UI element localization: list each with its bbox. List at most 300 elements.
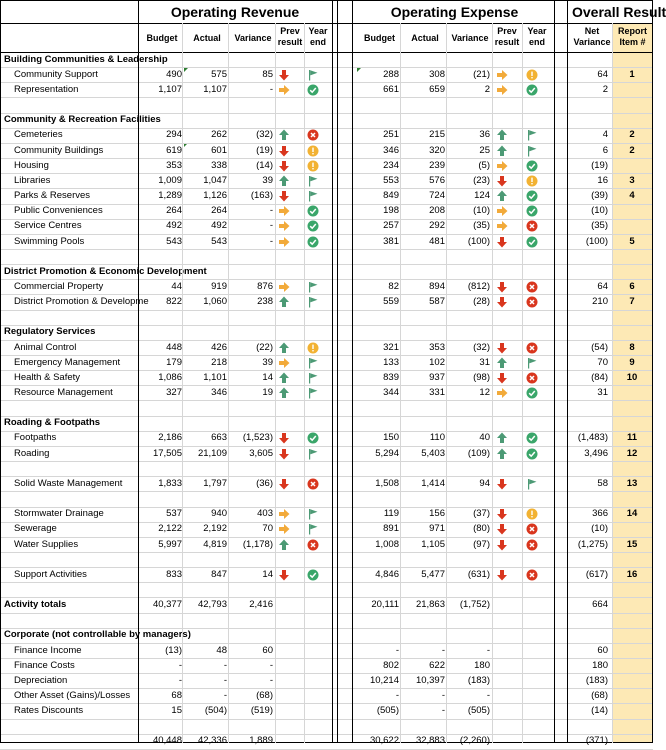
expense-variance-cell: (37) [473, 508, 490, 520]
revenue-actual-cell: 2,192 [203, 523, 227, 535]
expense-actual-cell: - [441, 705, 445, 717]
revenue-budget-cell: 15 [171, 705, 182, 717]
arrow-down-icon [496, 523, 508, 535]
expense-variance-cell: (80) [473, 523, 490, 535]
expense-actual-cell: - [441, 644, 445, 656]
revenue-actual-cell: 492 [211, 220, 227, 232]
grid-line [0, 219, 653, 220]
grid-line [0, 567, 653, 568]
expense-variance-cell: (35) [473, 220, 490, 232]
grid-line [0, 400, 653, 401]
revenue-variance-cell: 1,889 [249, 735, 273, 747]
row-label: Footpaths [14, 432, 57, 444]
grid-line [182, 23, 183, 743]
expense-variance-cell: (505) [467, 705, 490, 717]
grid-line [0, 613, 653, 614]
report-item-cell: 2 [629, 144, 635, 156]
flag-icon [526, 145, 538, 157]
row-label: Emergency Management [14, 356, 121, 368]
row-label: District Promotion & Developme [14, 296, 149, 308]
arrow-up-icon [496, 448, 508, 460]
expense-variance-cell: (23) [473, 174, 490, 186]
arrow-right-icon [278, 220, 290, 232]
revenue-variance-cell: 876 [257, 280, 273, 292]
report-item-cell: 9 [629, 356, 635, 368]
net-variance-cell: (19) [591, 159, 608, 171]
expense-budget-cell: 346 [383, 144, 399, 156]
expense-actual-cell: 110 [429, 432, 445, 444]
exp-prev-col-header: Prev result [494, 26, 520, 47]
revenue-budget-cell: 1,107 [158, 84, 182, 95]
expense-variance-cell: (97) [473, 538, 490, 550]
row-label: Activity totals [4, 599, 67, 611]
revenue-budget-cell: - [178, 659, 182, 671]
grid-line [0, 52, 653, 53]
grid-line [0, 264, 653, 265]
report-item-cell: 13 [626, 477, 638, 489]
expense-variance-cell: 124 [474, 190, 490, 202]
expense-variance-cell: (28) [473, 296, 490, 308]
expense-budget-cell: 5,294 [375, 447, 399, 459]
revenue-variance-cell: 39 [262, 174, 273, 186]
flag-icon [307, 387, 319, 399]
revenue-actual-cell: 1,060 [203, 296, 227, 308]
expense-actual-cell: 215 [429, 129, 445, 141]
arrow-up-icon [278, 129, 290, 141]
arrow-right-icon [496, 220, 508, 232]
arrow-down-icon [496, 175, 508, 187]
rev-prev-col-header: Prev result [277, 26, 303, 47]
cross-circle-icon [526, 296, 538, 308]
grid-line [0, 719, 653, 720]
row-label: Finance Costs [14, 659, 75, 671]
grid-line [275, 23, 276, 743]
arrow-down-icon [496, 236, 508, 248]
expense-variance-cell: (21) [473, 68, 490, 80]
grid-line [0, 552, 653, 553]
arrow-right-icon [496, 387, 508, 399]
net-variance-cell: (14) [591, 705, 608, 717]
revenue-actual-cell: 262 [211, 129, 227, 141]
revenue-budget-cell: 822 [166, 296, 182, 308]
cell-marker-icon [184, 68, 188, 72]
check-circle-icon [526, 160, 538, 172]
revenue-budget-cell: 264 [166, 205, 182, 217]
revenue-actual-cell: 575 [211, 68, 227, 80]
revenue-actual-cell: 346 [211, 387, 227, 398]
revenue-actual-cell: 1,101 [203, 371, 227, 383]
section-heading: Roading & Footpaths [4, 417, 101, 429]
arrow-up-icon [496, 129, 508, 141]
exp-actual-col-header: Actual [411, 33, 439, 43]
expense-variance-cell: - [486, 690, 490, 701]
expense-variance-cell: (5) [478, 159, 490, 171]
section-heading: Building Communities & Leadership [4, 53, 168, 65]
arrow-up-icon [278, 175, 290, 187]
row-label: Public Conveniences [14, 205, 103, 217]
revenue-budget-cell: 40,448 [152, 735, 182, 747]
arrow-down-icon [278, 478, 290, 490]
expense-variance-cell: (109) [467, 447, 490, 459]
expense-variance-cell: (631) [467, 568, 490, 580]
check-circle-icon [526, 387, 538, 399]
grid-line [0, 385, 653, 386]
revenue-variance-cell: (22) [256, 341, 273, 353]
row-label: Representation [14, 84, 79, 95]
revenue-actual-cell: 21,109 [197, 447, 227, 459]
revenue-actual-cell: 543 [211, 235, 227, 247]
grid-line [0, 507, 653, 508]
net-variance-cell: (100) [585, 235, 608, 247]
revenue-budget-cell: - [178, 674, 182, 686]
expense-actual-cell: 576 [429, 174, 445, 186]
expense-actual-cell: 21,863 [415, 599, 445, 611]
expense-actual-cell: 587 [429, 296, 445, 308]
exp-budget-col-header: Budget [364, 33, 395, 43]
expense-actual-cell: 1,105 [421, 538, 445, 550]
grid-line [0, 431, 653, 432]
cross-circle-icon [526, 372, 538, 384]
revenue-variance-cell: 238 [257, 296, 273, 308]
row-label: Other Asset (Gains)/Losses [14, 690, 131, 701]
section-heading: District Promotion & Economic Development [4, 265, 207, 277]
row-label: Animal Control [14, 341, 77, 353]
revenue-actual-cell: 919 [211, 280, 227, 292]
grid-line [0, 476, 653, 477]
row-label: Support Activities [14, 568, 87, 580]
revenue-actual-cell: 218 [211, 356, 227, 368]
expense-budget-cell: 133 [383, 356, 399, 368]
revenue-variance-cell: (14) [256, 159, 273, 171]
flag-icon [307, 357, 319, 369]
grid-line [337, 0, 338, 743]
revenue-budget-cell: 1,289 [158, 190, 182, 202]
row-label: Service Centres [14, 220, 82, 232]
expense-budget-cell: - [395, 690, 399, 701]
row-label: Health & Safety [14, 371, 81, 383]
grid-line [0, 537, 653, 538]
warning-circle-icon [526, 69, 538, 81]
grid-line [0, 742, 653, 743]
expense-budget-cell: 119 [383, 508, 399, 520]
expense-budget-cell: 559 [383, 296, 399, 308]
grid-line [0, 310, 653, 311]
cross-circle-icon [307, 478, 319, 490]
report-item-cell: 2 [629, 129, 635, 141]
row-label: Solid Waste Management [14, 477, 123, 489]
revenue-variance-cell: - [269, 220, 273, 232]
grid-line [567, 0, 568, 743]
section-heading: Regulatory Services [4, 326, 96, 338]
expense-variance-cell: 2 [484, 84, 490, 95]
net-variance-cell: (371) [585, 735, 608, 747]
expense-variance-cell: (183) [467, 674, 490, 686]
revenue-budget-cell: 1,009 [158, 174, 182, 186]
net-variance-cell: 64 [597, 280, 608, 292]
revenue-actual-cell: (504) [204, 705, 227, 717]
revenue-actual-cell: 601 [211, 144, 227, 156]
arrow-down-icon [496, 372, 508, 384]
row-label: Resource Management [14, 387, 113, 398]
grid-line [0, 673, 653, 674]
expense-budget-cell: 20,111 [371, 599, 399, 611]
check-circle-icon [307, 220, 319, 232]
arrow-right-icon [278, 236, 290, 248]
flag-icon [307, 281, 319, 293]
net-variance-cell: (1,483) [577, 432, 608, 444]
net-variance-cell: 366 [592, 508, 608, 520]
expense-variance-cell: 36 [479, 129, 490, 141]
revenue-variance-cell: - [269, 84, 273, 95]
expense-variance-cell: 40 [479, 432, 490, 444]
check-circle-icon [526, 236, 538, 248]
arrow-down-icon [278, 69, 290, 81]
overall-result-header: Overall Result [572, 4, 666, 20]
revenue-variance-cell: (32) [256, 129, 273, 141]
row-label: Sewerage [14, 523, 57, 535]
net-variance-cell: 64 [597, 68, 608, 80]
revenue-budget-cell: 448 [166, 341, 182, 353]
revenue-variance-cell: 19 [262, 387, 273, 398]
revenue-budget-cell: 44 [171, 280, 182, 292]
revenue-budget-cell: 490 [166, 68, 182, 80]
flag-icon [526, 478, 538, 490]
grid-line [0, 734, 653, 735]
rev-variance-col-header: Variance [234, 33, 272, 43]
revenue-actual-cell: - [223, 659, 227, 671]
net-variance-cell: 70 [597, 356, 608, 368]
section-heading: Community & Recreation Facilities [4, 114, 161, 126]
expense-variance-cell: (98) [473, 371, 490, 383]
check-circle-icon [307, 205, 319, 217]
expense-variance-cell: (10) [473, 205, 490, 217]
report-item-cell: 15 [626, 538, 638, 550]
grid-line [0, 204, 653, 205]
grid-line [0, 113, 653, 114]
expense-budget-cell: 344 [383, 387, 399, 398]
cell-marker-icon [357, 68, 361, 72]
grid-line [0, 446, 653, 447]
grid-line [652, 0, 653, 743]
grid-line [400, 23, 401, 743]
revenue-budget-cell: 833 [166, 568, 182, 580]
revenue-budget-cell: 5,997 [158, 538, 182, 550]
grid-line [0, 67, 653, 68]
net-variance-cell: 210 [592, 296, 608, 308]
warning-circle-icon [526, 175, 538, 187]
expense-budget-cell: 553 [383, 174, 399, 186]
net-variance-cell: (10) [591, 523, 608, 535]
grid-line [554, 0, 555, 743]
net-variance-cell: 58 [597, 477, 608, 489]
report-item-cell: 16 [626, 568, 638, 580]
report-item-cell: 3 [629, 174, 635, 186]
grid-line [0, 461, 653, 462]
grid-line [0, 143, 653, 144]
grid-line [446, 23, 447, 743]
arrow-right-icon [278, 357, 290, 369]
net-variance-cell: (68) [591, 690, 608, 701]
arrow-right-icon [278, 84, 290, 96]
revenue-actual-cell: - [223, 674, 227, 686]
report-item-cell: 4 [629, 190, 635, 202]
revenue-variance-cell: 85 [262, 68, 273, 80]
revenue-actual-cell: 940 [211, 508, 227, 520]
expense-variance-cell: (1,752) [459, 599, 490, 611]
expense-variance-cell: (812) [467, 280, 490, 292]
grid-line [0, 643, 653, 644]
flag-icon [307, 508, 319, 520]
row-label: Water Supplies [14, 538, 79, 550]
expense-actual-cell: 331 [429, 387, 445, 398]
revenue-variance-cell: 39 [262, 356, 273, 368]
grid-line [0, 340, 653, 341]
revenue-budget-cell: 537 [166, 508, 182, 520]
row-label: Parks & Reserves [14, 190, 91, 202]
revenue-budget-cell: 619 [166, 144, 182, 156]
report-item-cell: 8 [629, 341, 635, 353]
revenue-budget-cell: 2,122 [158, 523, 182, 535]
expense-budget-cell: 198 [383, 205, 399, 217]
expense-actual-cell: 481 [429, 235, 445, 247]
grid-line [0, 0, 1, 743]
row-label: Swimming Pools [14, 235, 85, 247]
grid-line [0, 23, 653, 24]
net-variance-cell: (617) [585, 568, 608, 580]
expense-actual-cell: 208 [429, 205, 445, 217]
revenue-budget-cell: (13) [165, 644, 182, 656]
arrow-right-icon [496, 160, 508, 172]
arrow-up-icon [496, 357, 508, 369]
expense-budget-cell: 30,622 [369, 735, 399, 747]
operating-revenue-header: Operating Revenue [170, 4, 300, 20]
net-variance-cell: 16 [597, 174, 608, 186]
revenue-actual-cell: 1,107 [203, 84, 227, 95]
arrow-down-icon [278, 190, 290, 202]
expense-actual-cell: 1,414 [421, 477, 445, 489]
check-circle-icon [526, 190, 538, 202]
expense-actual-cell: 971 [429, 523, 445, 535]
arrow-right-icon [496, 205, 508, 217]
revenue-variance-cell: - [269, 674, 273, 686]
expense-budget-cell: 251 [383, 129, 399, 141]
net-variance-cell: (39) [591, 190, 608, 202]
report-item-cell: 11 [626, 432, 638, 444]
arrow-right-icon [278, 523, 290, 535]
revenue-budget-cell: 179 [166, 356, 182, 368]
rev-actual-col-header: Actual [193, 33, 221, 43]
revenue-budget-cell: 17,505 [152, 447, 182, 459]
arrow-up-icon [496, 190, 508, 202]
row-label: Cemeteries [14, 129, 63, 141]
revenue-budget-cell: 294 [166, 129, 182, 141]
expense-variance-cell: - [486, 644, 490, 656]
section-heading: Corporate (not controllable by managers) [4, 629, 191, 641]
revenue-variance-cell: 14 [262, 568, 273, 580]
net-variance-cell: 31 [597, 387, 608, 398]
expense-actual-cell: 937 [429, 371, 445, 383]
revenue-budget-cell: 1,833 [158, 477, 182, 489]
arrow-down-icon [496, 296, 508, 308]
cell-marker-icon [184, 143, 188, 147]
grid-line [0, 294, 653, 295]
revenue-budget-cell: 353 [166, 159, 182, 171]
revenue-variance-cell: (1,178) [242, 538, 273, 550]
grid-line [0, 370, 653, 371]
revenue-variance-cell: 403 [257, 508, 273, 520]
expense-actual-cell: - [441, 690, 445, 701]
arrow-up-icon [278, 372, 290, 384]
grid-line [0, 249, 653, 250]
revenue-variance-cell: (19) [256, 144, 273, 156]
revenue-budget-cell: 1,086 [158, 371, 182, 383]
warning-circle-icon [307, 342, 319, 354]
flag-icon [307, 448, 319, 460]
revenue-variance-cell: 70 [262, 523, 273, 535]
row-label: Depreciation [14, 674, 68, 686]
revenue-variance-cell: 2,416 [249, 599, 273, 611]
cross-circle-icon [526, 569, 538, 581]
cross-circle-icon [526, 281, 538, 293]
arrow-down-icon [278, 160, 290, 172]
flag-icon [307, 523, 319, 535]
grid-line [138, 0, 139, 743]
flag-icon [307, 190, 319, 202]
net-variance-cell: 664 [592, 599, 608, 611]
expense-actual-cell: 724 [429, 190, 445, 202]
revenue-budget-cell: 2,186 [158, 432, 182, 444]
revenue-actual-cell: 1,047 [203, 174, 227, 186]
arrow-down-icon [496, 539, 508, 551]
revenue-actual-cell: 48 [216, 644, 227, 656]
arrow-up-icon [496, 145, 508, 157]
revenue-actual-cell: 426 [211, 341, 227, 353]
grid-line [0, 234, 653, 235]
arrow-down-icon [496, 342, 508, 354]
revenue-variance-cell: 60 [262, 644, 273, 656]
arrow-right-icon [496, 69, 508, 81]
arrow-up-icon [496, 432, 508, 444]
flag-icon [307, 175, 319, 187]
revenue-actual-cell: 4,819 [203, 538, 227, 550]
expense-budget-cell: 257 [383, 220, 399, 232]
report-item-cell: 12 [626, 447, 638, 459]
net-variance-cell: 2 [602, 84, 608, 95]
check-circle-icon [307, 236, 319, 248]
exp-variance-col-header: Variance [451, 33, 489, 43]
expense-actual-cell: 894 [429, 280, 445, 292]
row-label: Rates Discounts [14, 705, 84, 717]
row-label: Commercial Property [14, 280, 104, 292]
grid-line [0, 416, 653, 417]
grid-line [0, 279, 653, 280]
cross-circle-icon [526, 220, 538, 232]
expense-actual-cell: 10,397 [415, 674, 445, 686]
grid-line [0, 128, 653, 129]
revenue-variance-cell: 14 [262, 371, 273, 383]
expense-budget-cell: 839 [383, 371, 399, 383]
arrow-down-icon [278, 145, 290, 157]
expense-actual-cell: 308 [429, 68, 445, 80]
grid-line [612, 23, 613, 743]
report-item-cell: 1 [629, 68, 635, 80]
row-label: Community Support [14, 68, 98, 80]
grid-line [492, 23, 493, 743]
cross-circle-icon [526, 342, 538, 354]
expense-actual-cell: 659 [429, 84, 445, 95]
expense-budget-cell: 234 [383, 159, 399, 171]
check-circle-icon [526, 448, 538, 460]
